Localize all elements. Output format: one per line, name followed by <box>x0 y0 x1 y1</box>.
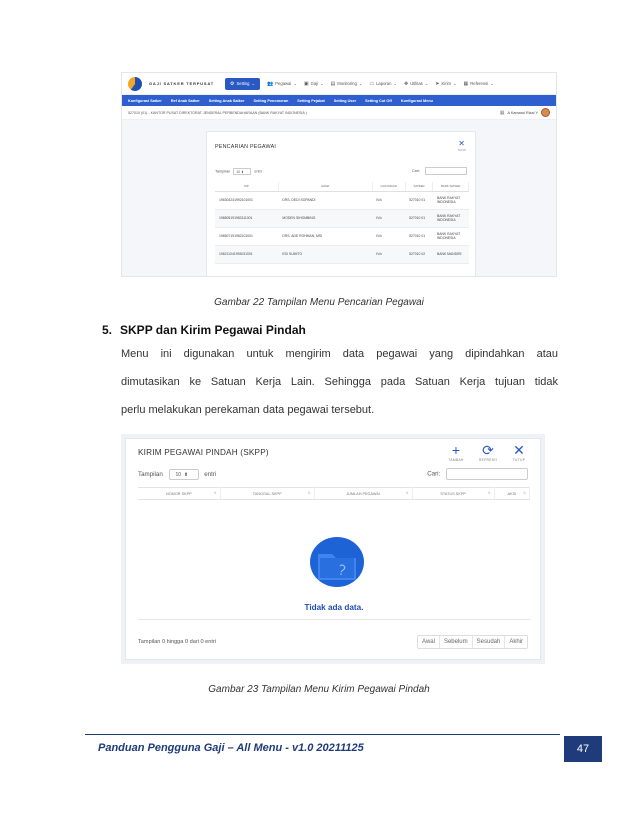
column-label: STATUS SKPP <box>440 491 466 496</box>
topnav-label: Gaji <box>310 81 319 86</box>
paragraph-line-2: dimutasikan ke Satuan Kerja Lain. Sehingga pada Satuan Kerja tujuan tidak <box>121 376 558 388</box>
topnav-label: Referensi <box>470 81 489 86</box>
footer-title: Panduan Pengguna Gaji – All Menu - v1.0 20211125 <box>98 742 364 754</box>
empty-text: Tidak ada data. <box>304 603 364 612</box>
table-cell: BANK RAKYAT INDONESIA <box>433 227 469 245</box>
empty-folder-icon <box>310 536 364 588</box>
page-size-value: 10 <box>236 169 241 174</box>
column-header[interactable] <box>314 488 412 500</box>
table-row[interactable] <box>215 245 469 263</box>
topnav-label: Laporan <box>376 81 392 86</box>
top-nav <box>225 78 494 90</box>
search-label: Cari: <box>411 169 420 173</box>
skpp-panel <box>125 438 541 660</box>
column-header[interactable] <box>138 488 220 500</box>
close-label: TUTUP <box>457 149 466 152</box>
table-cell: 527010 01 <box>405 209 433 227</box>
table-controls <box>215 167 467 175</box>
topnav-pegawai[interactable] <box>267 81 297 87</box>
paragraph-line-1: Menu ini digunakan untuk mengirim data pegawai yang dipindahkan atau <box>121 348 558 360</box>
column-label: TANGGAL SKPP <box>252 491 282 496</box>
subnav-item[interactable]: Setting User <box>333 98 357 103</box>
table-cell: DRS. DEDI SOPANDI <box>278 191 372 209</box>
table-cell: 196507191982101001 <box>215 227 278 245</box>
column-header[interactable]: GOLONGAN <box>372 182 405 191</box>
table-cell: 527010 01 <box>405 191 433 209</box>
topnav-utilitas[interactable] <box>404 81 428 87</box>
sort-icon: ⇅ <box>523 491 526 495</box>
panel-title: KIRIM PEGAWAI PINDAH (SKPP) <box>138 448 269 457</box>
table-cell: IV/c <box>372 227 405 245</box>
close-icon[interactable]: ✕ <box>458 139 465 148</box>
app-logo-icon <box>128 77 142 91</box>
column-header[interactable]: NIP <box>215 182 278 191</box>
grid-icon: ▦ <box>463 80 469 87</box>
table-footer <box>138 635 528 649</box>
column-header[interactable] <box>412 488 494 500</box>
table-cell: BANK MANDIRI <box>433 245 469 263</box>
search-input[interactable] <box>425 167 467 175</box>
tambah-label: TAMBAH <box>448 458 464 462</box>
subnav-item[interactable]: Setting Penomoran <box>253 98 289 103</box>
chevron-down-icon: ⌄ <box>393 81 397 86</box>
topnav-gaji[interactable] <box>304 81 324 87</box>
figure-22-caption: Gambar 22 Tampilan Menu Pencarian Pegawai <box>214 297 424 308</box>
pager-akhir[interactable]: Akhir <box>509 639 523 645</box>
table-controls <box>138 468 528 480</box>
show-label: Tampilan <box>138 470 163 478</box>
pager-sesudah[interactable]: Sesudah <box>473 636 506 648</box>
chevron-down-icon: ⌄ <box>251 81 256 86</box>
topnav-kirim[interactable] <box>435 81 456 87</box>
paragraph-line-3: perlu melakukan perekaman data pegawai tersebut. <box>121 404 375 416</box>
sort-icon: ⇅ <box>307 491 311 495</box>
sort-icon: ⇅ <box>213 491 217 495</box>
chevron-down-icon: ⌄ <box>490 81 494 86</box>
entries-label: entri <box>254 169 262 173</box>
table-cell: IV/c <box>372 209 405 227</box>
info-bar <box>122 106 556 120</box>
entries-label: entri <box>204 470 217 478</box>
page-size-value: 10 <box>175 471 182 478</box>
tutup-label: TUTUP <box>512 458 526 462</box>
page-size-select[interactable]: 10 ⬍ <box>169 469 199 480</box>
subnav-item[interactable]: Setting Anak Satker <box>208 98 245 103</box>
apps-grid-icon[interactable]: ▦ <box>499 109 505 116</box>
table-cell: 196304241992101001 <box>215 191 278 209</box>
topnav-label: Monitoring <box>337 81 357 86</box>
subnav-item[interactable]: Ref Anak Satker <box>170 98 200 103</box>
topnav-label: Utilitas <box>410 81 423 86</box>
table-cell: MODEN SIHOMBING <box>278 209 372 227</box>
table-row[interactable] <box>215 209 469 227</box>
column-label: AKSI <box>507 491 517 496</box>
table-cell: BANK RAKYAT INDONESIA <box>433 191 469 209</box>
app-brand: GAJI SATKER TERPUSAT <box>149 81 214 86</box>
column-header[interactable]: NAMA <box>278 182 372 191</box>
chevron-down-icon: ⌄ <box>293 81 297 86</box>
tools-icon: ✥ <box>403 80 409 87</box>
pagination <box>417 635 528 649</box>
pager-awal[interactable]: Awal <box>418 636 440 648</box>
topnav-monitoring[interactable] <box>331 81 363 87</box>
topnav-label: Pegawai <box>275 81 292 86</box>
chevron-down-icon: ⌄ <box>358 81 363 86</box>
refresh-button[interactable] <box>474 442 502 462</box>
empty-state <box>138 500 530 620</box>
column-header[interactable]: SATKER <box>405 182 433 191</box>
gear-icon: ⚙ <box>229 80 235 87</box>
table-row[interactable] <box>215 191 469 209</box>
pencarian-pegawai-panel <box>206 131 476 277</box>
column-header[interactable] <box>494 488 529 500</box>
send-icon: ➤ <box>435 80 440 87</box>
subnav-item[interactable]: Setting Pejabat <box>297 98 325 103</box>
page-size-select[interactable]: 10 ⬍ <box>233 168 251 175</box>
refresh-icon: ⟳ <box>482 442 494 458</box>
column-header[interactable]: BANK SATKER <box>433 182 469 191</box>
sort-icon: ⇅ <box>487 491 491 495</box>
footer-rule <box>85 734 560 735</box>
table-cell: 196505191983111001 <box>215 209 278 227</box>
column-label: JUMLAH PEGAWAI <box>346 491 380 496</box>
section-title: SKPP dan Kirim Pegawai Pindah <box>120 323 306 337</box>
users-icon: 👥 <box>267 80 274 87</box>
entries-info: Tampilan 0 hingga 0 dari 0 entri <box>138 639 217 645</box>
table-cell: DRS. ADE ROHMAN, MSI <box>278 227 372 245</box>
app-topbar <box>122 73 556 95</box>
table-cell: 527010 01 <box>405 227 433 245</box>
table-cell: 196211041993031001 <box>215 245 278 263</box>
table-cell: 527010 02 <box>405 245 433 263</box>
user-name: A Kamarul Rizal Y <box>507 110 538 115</box>
user-box[interactable] <box>500 108 550 117</box>
sort-icon: ⇅ <box>405 491 409 495</box>
show-label: Tampilan <box>215 169 231 173</box>
monitor-icon: ▤ <box>330 80 336 87</box>
column-label: NOMOR SKPP <box>165 491 192 496</box>
subnav-item[interactable]: Konfigurasi Menu <box>400 98 433 103</box>
topnav-label: Setting <box>236 81 250 86</box>
search-input[interactable] <box>446 468 528 480</box>
table-cell: IV/c <box>372 245 405 263</box>
close-icon: ✕ <box>513 442 525 458</box>
panel-title: PENCARIAN PEGAWAI <box>215 144 277 150</box>
chevron-down-icon: ⌄ <box>320 81 324 86</box>
satker-info: 527010 (01) - KANTOR PUSAT DIREKTORAT JENDERAL PERBENDAHARAAN (BANK RAKYAT INDONESIA ) <box>128 110 307 115</box>
topnav-label: Kirim <box>441 81 452 86</box>
section-heading <box>102 323 306 337</box>
page-number: 47 <box>564 736 602 762</box>
topnav-laporan[interactable] <box>369 81 397 87</box>
section-number: 5. <box>102 323 113 337</box>
avatar[interactable] <box>541 108 550 117</box>
table-cell: EDI SUMITO <box>278 245 372 263</box>
figure-pencarian-pegawai <box>121 72 557 277</box>
sub-nav <box>122 95 556 106</box>
subnav-item[interactable]: Konfigurasi Satker <box>128 98 162 103</box>
plus-icon: + <box>451 442 461 458</box>
figure-23-caption: Gambar 23 Tampilan Menu Kirim Pegawai Pindah <box>208 684 430 695</box>
wallet-icon: ▣ <box>303 80 309 87</box>
pegawai-table <box>215 182 469 264</box>
figure-kirim-pegawai-pindah <box>121 434 545 664</box>
search-label: Cari: <box>427 470 441 478</box>
pager-sebelum[interactable]: Sebelum <box>440 636 473 648</box>
skpp-table <box>138 487 530 500</box>
tambah-button[interactable] <box>442 442 470 462</box>
chevron-down-icon: ⌄ <box>453 81 457 86</box>
chevron-down-icon: ⌄ <box>424 81 429 86</box>
subnav-item[interactable]: Setting Cut Off <box>365 98 392 103</box>
tutup-button[interactable] <box>505 442 533 462</box>
column-header[interactable] <box>220 488 314 500</box>
table-cell: IV/c <box>372 191 405 209</box>
table-row[interactable] <box>215 227 469 245</box>
report-icon: ▭ <box>369 80 375 87</box>
refresh-label: REFRESH <box>478 458 498 462</box>
table-cell: BANK RAKYAT INDONESIA <box>433 209 469 227</box>
topnav-setting[interactable] <box>225 78 260 90</box>
topnav-referensi[interactable] <box>464 81 494 87</box>
